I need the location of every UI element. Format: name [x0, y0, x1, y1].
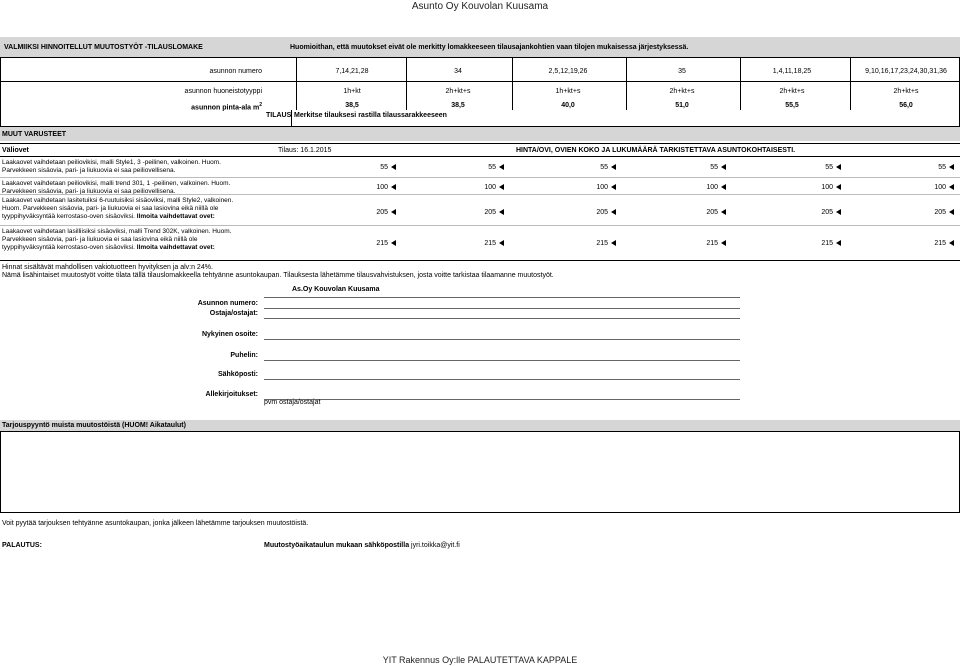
order-arrow-icon	[391, 209, 396, 215]
order-notice: Huomioithan, että muutokset eivät ole merkitty lomakkeeseen tilausajankohtien vaan tilojen mukaisessa järjestyksessä.	[290, 44, 689, 51]
order-arrow-icon	[949, 184, 954, 190]
item-description-line: Parvekkeen sisäovia, pari- ja liukuovia ei saa lasiovina eikä niillä ole	[2, 236, 198, 244]
price-cell[interactable]	[763, 209, 843, 216]
price-cell[interactable]	[538, 240, 618, 247]
item-description-line: Parvekkeen sisäovia, pari- ja liukuovia ei saa peiliovellisena.	[2, 167, 176, 175]
divider	[0, 260, 960, 261]
apartment-area-label: asunnon pinta-ala $m^2$	[191, 102, 262, 112]
order-arrow-icon	[499, 164, 504, 170]
price-cell[interactable]	[538, 209, 618, 216]
apartment-type: 1h+kt+s	[555, 88, 581, 95]
order-arrow-icon	[499, 184, 504, 190]
apartment-number: 9,10,16,17,23,24,30,31,36	[865, 68, 947, 75]
apartment-area: 38,5	[451, 102, 465, 109]
price-cell[interactable]	[876, 209, 956, 216]
item-description-line: Laakaovet vaihdetaan lasilliisiksi sisäoviksi, malli Trend 302K, valkoinen. Huom.	[2, 228, 232, 235]
quote-request-textarea[interactable]	[0, 431, 960, 513]
item-description-line: Huom. Parvekkeen sisäovia, pari- ja liukuovia ei saa lasiovina eikä niillä ole	[2, 205, 219, 213]
apartment-area: 40,0	[561, 102, 575, 109]
divider	[0, 156, 960, 157]
quote-info: Voit pyytää tarjouksen tehtyänne asuntokaupan, jonka jälkeen lähetämme tarjouksen muutostöistä.	[2, 520, 309, 527]
apartment-number: 35	[678, 68, 686, 75]
price-cell[interactable]	[648, 184, 728, 191]
signature-field-label: Sähköposti:	[217, 371, 258, 378]
return-instructions: Muutostyöaikataulun mukaan sähköpostilla jyri.toikka@yit.fi	[264, 542, 460, 549]
divider	[0, 225, 960, 226]
price-cell[interactable]	[426, 209, 506, 216]
price-cell[interactable]	[318, 164, 398, 171]
item-description	[2, 197, 272, 222]
price-value: 100	[821, 184, 833, 191]
apartment-area: 56,0	[899, 102, 913, 109]
order-arrow-icon	[836, 209, 841, 215]
vat-note: Hinnat sisältävät mahdollisen vakiotuotteen hyvityksen ja alv:n 24%.	[2, 264, 213, 271]
order-arrow-icon	[949, 164, 954, 170]
apartment-type: 2h+kt+s	[445, 88, 471, 95]
section-title: MUUT VARUSTEET	[2, 131, 67, 138]
apartment-type: 2h+kt+s	[893, 88, 919, 95]
order-arrow-icon	[499, 240, 504, 246]
price-value: 55	[488, 164, 496, 171]
price-value: 55	[938, 164, 946, 171]
document-title: Asunto Oy Kouvolan Kuusama	[411, 1, 549, 12]
apartment-area: 38,5	[345, 102, 359, 109]
price-cell[interactable]	[876, 164, 956, 171]
order-arrow-icon	[391, 164, 396, 170]
company-line	[264, 297, 740, 298]
order-arrow-icon	[391, 184, 396, 190]
price-value: 205	[706, 209, 718, 216]
price-value: 205	[484, 209, 496, 216]
apartment-number: 7,14,21,28	[335, 68, 369, 75]
price-cell[interactable]	[426, 184, 506, 191]
order-arrow-icon	[721, 184, 726, 190]
price-value: 55	[380, 164, 388, 171]
divider	[0, 143, 960, 144]
order-arrow-icon	[949, 209, 954, 215]
order-arrow-icon	[721, 240, 726, 246]
signature-field-input[interactable]	[264, 308, 740, 309]
item-description-line: Laakaovet vaihdetaan peiliovikisi, malli trend 301, 1 -peilinen, valkoinen. Huom.	[2, 180, 231, 187]
extra-work-note: Nämä lisähintaiset muutostyöt voitte tilata tällä tilauslomakkeella tehtyänne asuntokaupan. Tilauksesta lähetämme tilausvahvistuksen, josta voitte tarkistaa tilaamanne muutostyöt.	[2, 272, 554, 279]
price-cell[interactable]	[763, 164, 843, 171]
returns-label: PALAUTUS:	[2, 542, 42, 549]
apartment-area: 51,0	[675, 102, 689, 109]
price-value: 215	[821, 240, 833, 247]
order-arrow-icon	[611, 240, 616, 246]
price-value: 205	[376, 209, 388, 216]
item-description-line: Laakaovet vaihdetaan peiliovikisi, malli Style1, 3 -peilinen, valkoinen. Huom.	[2, 159, 221, 166]
order-arrow-icon	[836, 240, 841, 246]
quote-request-title: Tarjouspyyntö muista muutostöistä (HUOM! Aikataulut)	[2, 422, 186, 429]
signature-field-label: Allekirjoitukset:	[205, 391, 258, 398]
divider	[0, 81, 960, 82]
price-value: 215	[484, 240, 496, 247]
signature-field-input[interactable]	[264, 360, 740, 361]
apartment-type: 2h+kt+s	[669, 88, 695, 95]
price-note: HINTA/OVI, OVIEN KOKO JA LUKUMÄÄRÄ TARKISTETTAVA ASUNTOKOHTAISESTI.	[516, 147, 796, 154]
price-value: 215	[376, 240, 388, 247]
signature-company: As.Oy Kouvolan Kuusama	[292, 286, 380, 293]
signature-field-label: Nykyinen osoite:	[201, 331, 258, 338]
item-action-note: Ilmoita vaihdettavat ovet:	[136, 244, 215, 252]
section-band	[0, 127, 960, 141]
signature-field-input[interactable]	[264, 379, 740, 380]
price-cell[interactable]	[648, 240, 728, 247]
order-arrow-icon	[836, 184, 841, 190]
price-cell[interactable]	[763, 240, 843, 247]
order-arrow-icon	[836, 164, 841, 170]
item-description-line	[2, 244, 272, 252]
item-description-line	[2, 213, 272, 221]
category-label: Väliovet	[2, 147, 29, 154]
return-copy-title: YIT Rakennus Oy:lle PALAUTETTAVA KAPPALE	[382, 655, 578, 665]
signature-field-input[interactable]	[264, 318, 740, 319]
order-instruction: Merkitse tilauksesi rastilla tilaussarakkeeseen	[294, 112, 447, 119]
price-cell[interactable]	[876, 240, 956, 247]
apartment-number-label: asunnon numero	[209, 68, 262, 75]
price-cell[interactable]	[763, 184, 843, 191]
price-value: 215	[934, 240, 946, 247]
price-cell[interactable]	[426, 240, 506, 247]
item-description	[2, 228, 272, 253]
apartment-type: 1h+kt	[343, 88, 361, 95]
order-arrow-icon	[611, 164, 616, 170]
order-date: Tilaus: 16.1.2015	[278, 147, 332, 154]
price-value: 205	[596, 209, 608, 216]
price-value: 100	[376, 184, 388, 191]
item-description-line: Laakaovet vaihdetaan lasitetuiksi 6-ruutuisiksi sisäoviksi, malli Style2, valkoinen.	[2, 197, 234, 204]
price-value: 100	[934, 184, 946, 191]
apartment-number: 2,5,12,19,26	[548, 68, 588, 75]
order-column-label: TILAUS	[266, 112, 292, 119]
order-arrow-icon	[949, 240, 954, 246]
order-arrow-icon	[721, 209, 726, 215]
item-description-text: tyyppihyväksyntää kerrostaso-oven sisäoviksi.	[2, 244, 135, 252]
price-value: 215	[706, 240, 718, 247]
order-arrow-icon	[611, 184, 616, 190]
form-title: VALMIIKSI HINNOITELLUT MUUTOSTYÖT -TILAUSLOMAKE	[4, 44, 203, 51]
price-value: 55	[825, 164, 833, 171]
return-email[interactable]: jyri.toikka@yit.fi	[411, 542, 460, 549]
price-cell[interactable]	[876, 184, 956, 191]
item-description	[2, 159, 272, 175]
price-value: 100	[484, 184, 496, 191]
price-value: 205	[821, 209, 833, 216]
price-value: 100	[706, 184, 718, 191]
price-value: 100	[596, 184, 608, 191]
price-cell[interactable]	[318, 240, 398, 247]
item-action-note: Ilmoita vaihdettavat ovet:	[136, 213, 215, 221]
apartment-type-label: asunnon huoneistotyyppi	[184, 88, 262, 95]
apartment-number: 1,4,11,18,25	[772, 68, 812, 75]
price-value: 215	[596, 240, 608, 247]
order-arrow-icon	[499, 209, 504, 215]
order-arrow-icon	[391, 240, 396, 246]
item-description-line: Parvekkeen sisäovia, pari- ja liukuovia ei saa peiliovellisena.	[2, 188, 176, 196]
apartment-area: 55,5	[785, 102, 799, 109]
order-arrow-icon	[611, 209, 616, 215]
signature-hint: pvm ostaja/ostajat	[264, 399, 321, 406]
signature-field-input[interactable]	[264, 339, 740, 340]
order-arrow-icon	[721, 164, 726, 170]
divider	[0, 194, 960, 195]
price-value: 55	[710, 164, 718, 171]
price-cell[interactable]	[648, 209, 728, 216]
price-cell[interactable]	[648, 164, 728, 171]
price-value: 55	[600, 164, 608, 171]
price-cell[interactable]	[538, 184, 618, 191]
price-cell[interactable]	[318, 184, 398, 191]
signature-field-input[interactable]	[264, 399, 740, 400]
apartment-number: 34	[454, 68, 462, 75]
price-cell[interactable]	[318, 209, 398, 216]
divider	[291, 110, 292, 127]
price-value: 205	[934, 209, 946, 216]
apartment-type: 2h+kt+s	[779, 88, 805, 95]
item-description-text: tyyppihyväksyntää kerrostaso-oven sisäoviksi.	[2, 213, 135, 221]
price-cell[interactable]	[426, 164, 506, 171]
divider	[0, 177, 960, 178]
price-cell[interactable]	[538, 164, 618, 171]
signature-field-label: Ostaja/ostajat:	[209, 310, 258, 317]
signature-field-label: Puhelin:	[230, 352, 258, 359]
signature-field-label: Asunnon numero:	[197, 300, 258, 307]
